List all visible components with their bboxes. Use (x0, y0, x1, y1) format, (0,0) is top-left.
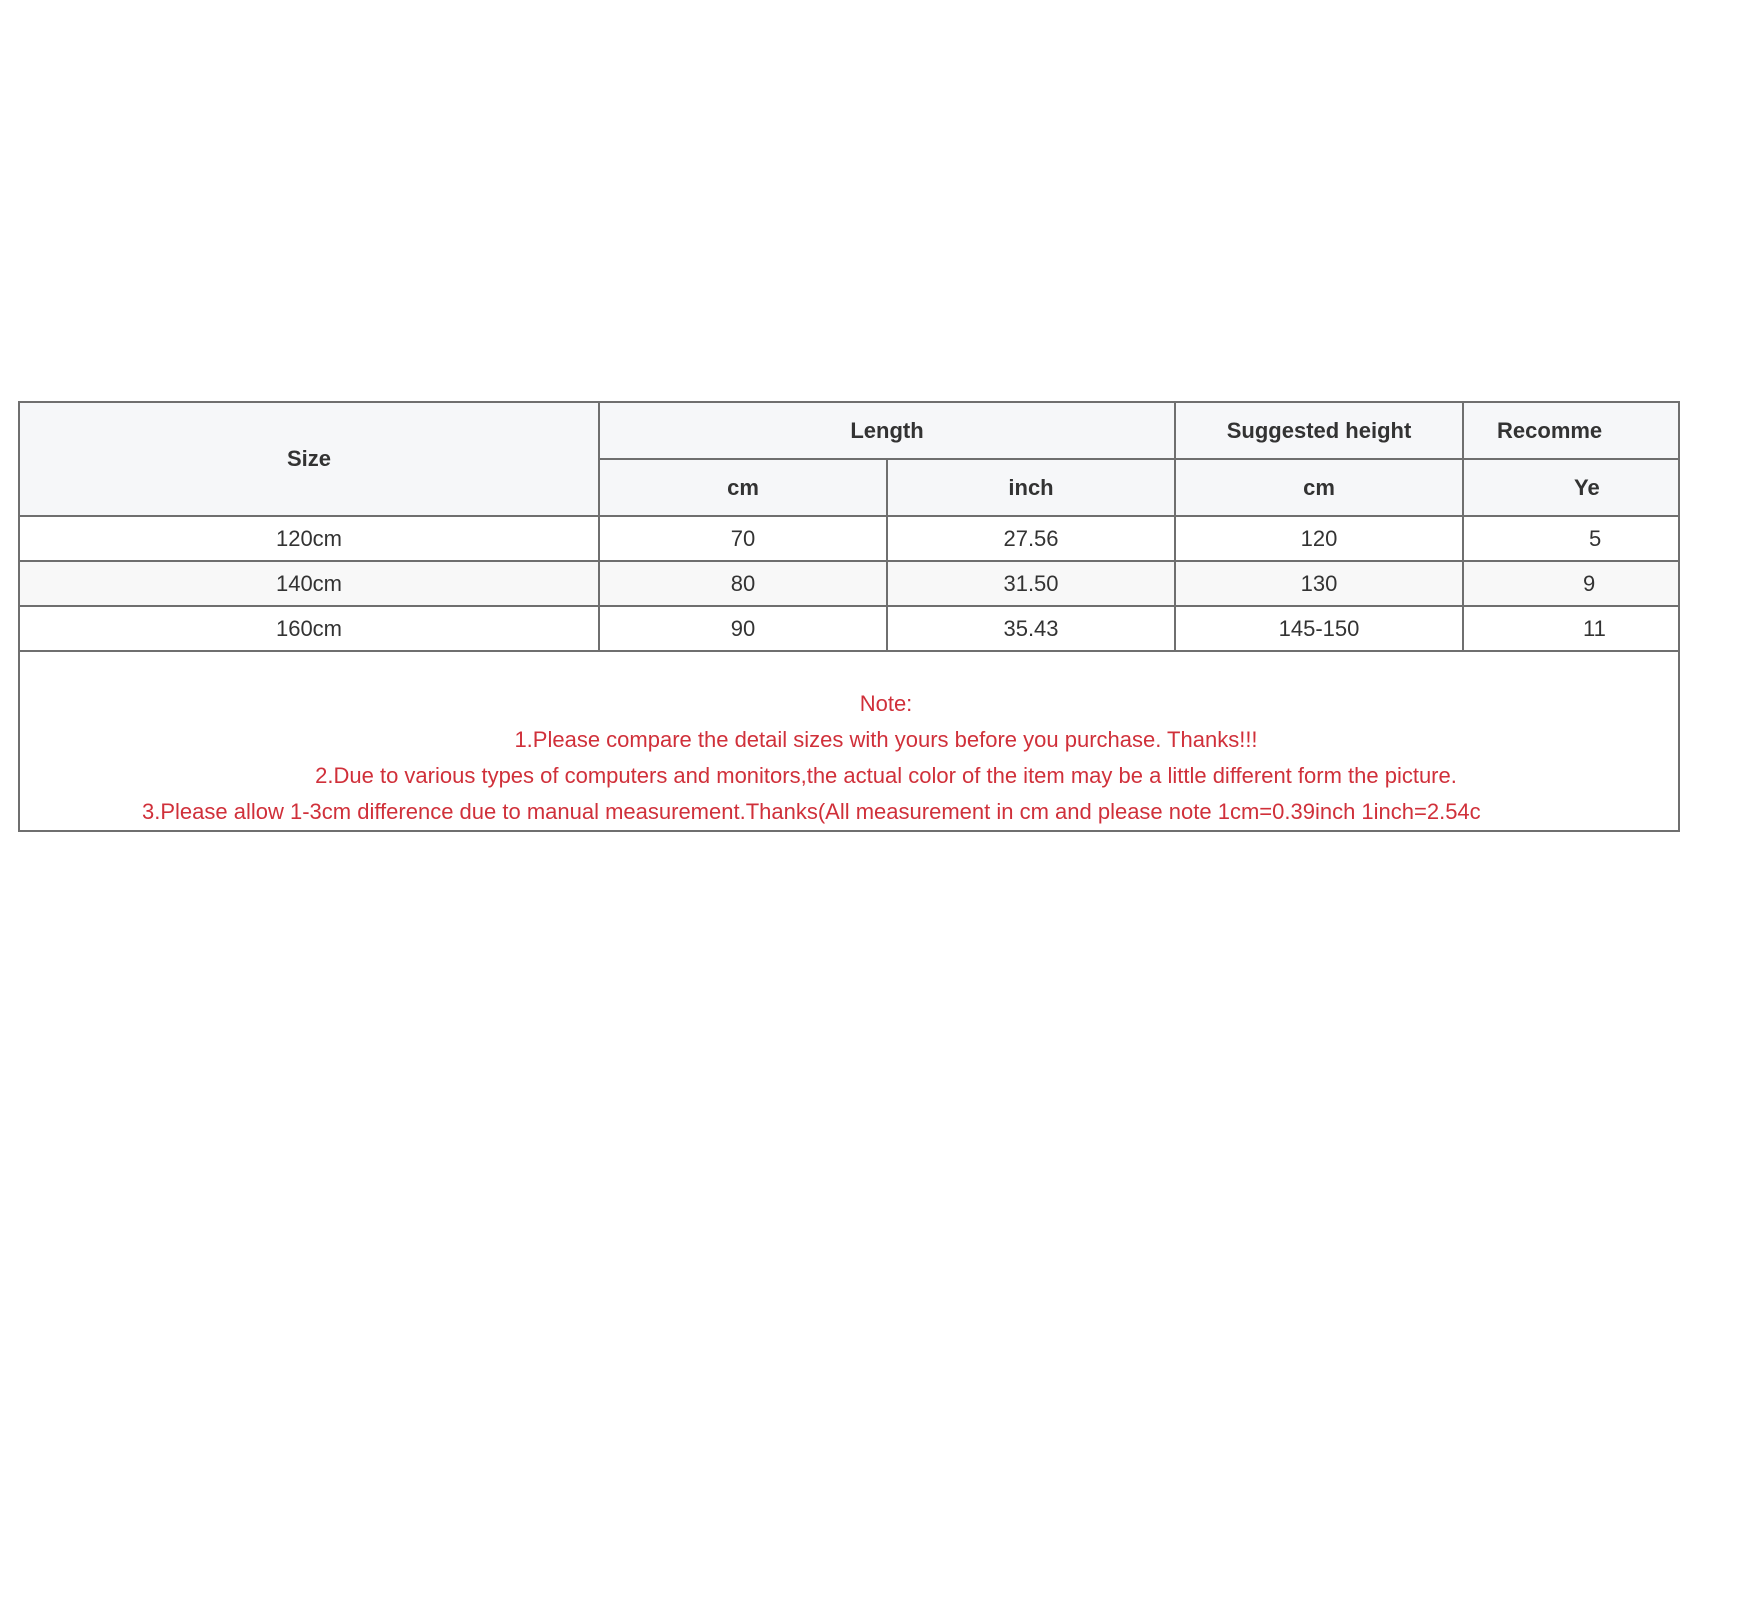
recommended-unit-header: Ye (1463, 459, 1679, 516)
notes-cell (19, 651, 1679, 831)
note-title: Note: (859, 691, 913, 716)
recommended-cell: 9 (1463, 561, 1679, 606)
height-cm-cell: 120 (1175, 516, 1463, 561)
note-line-1: 1.Please compare the detail sizes with yours before you purchase. Thanks!!! (514, 727, 1258, 752)
recommended-cell: 5 (1463, 516, 1679, 561)
length-inch-header: inch (887, 459, 1175, 516)
recommended-header: Recomme (1463, 402, 1679, 459)
notes-block (20, 686, 1756, 830)
height-cm-header: cm (1175, 459, 1463, 516)
length-inch-cell: 27.56 (887, 516, 1175, 561)
size-cell: 140cm (19, 561, 599, 606)
size-chart-table (18, 401, 1680, 832)
table-row (19, 516, 1679, 561)
size-cell: 120cm (19, 516, 599, 561)
note-line-2: 2.Due to various types of computers and monitors,the actual color of the item may be a little different form the picture. (315, 763, 1457, 788)
notes-row (19, 651, 1679, 831)
length-cm-header: cm (599, 459, 887, 516)
length-cm-cell: 80 (599, 561, 887, 606)
height-cm-cell: 145-150 (1175, 606, 1463, 651)
length-cm-cell: 90 (599, 606, 887, 651)
length-inch-cell: 35.43 (887, 606, 1175, 651)
header-row-top (19, 402, 1679, 459)
suggested-height-header: Suggested height (1175, 402, 1463, 459)
note-line-3: 3.Please allow 1-3cm difference due to manual measurement.Thanks(All measurement in cm and please note 1cm=0.39inch 1inch=2.54c (142, 799, 1481, 824)
length-cm-cell: 70 (599, 516, 887, 561)
table-row (19, 606, 1679, 651)
table-row (19, 561, 1679, 606)
height-cm-cell: 130 (1175, 561, 1463, 606)
size-cell: 160cm (19, 606, 599, 651)
size-header: Size (19, 402, 599, 516)
recommended-cell: 11 (1463, 606, 1679, 651)
length-header: Length (599, 402, 1175, 459)
length-inch-cell: 31.50 (887, 561, 1175, 606)
